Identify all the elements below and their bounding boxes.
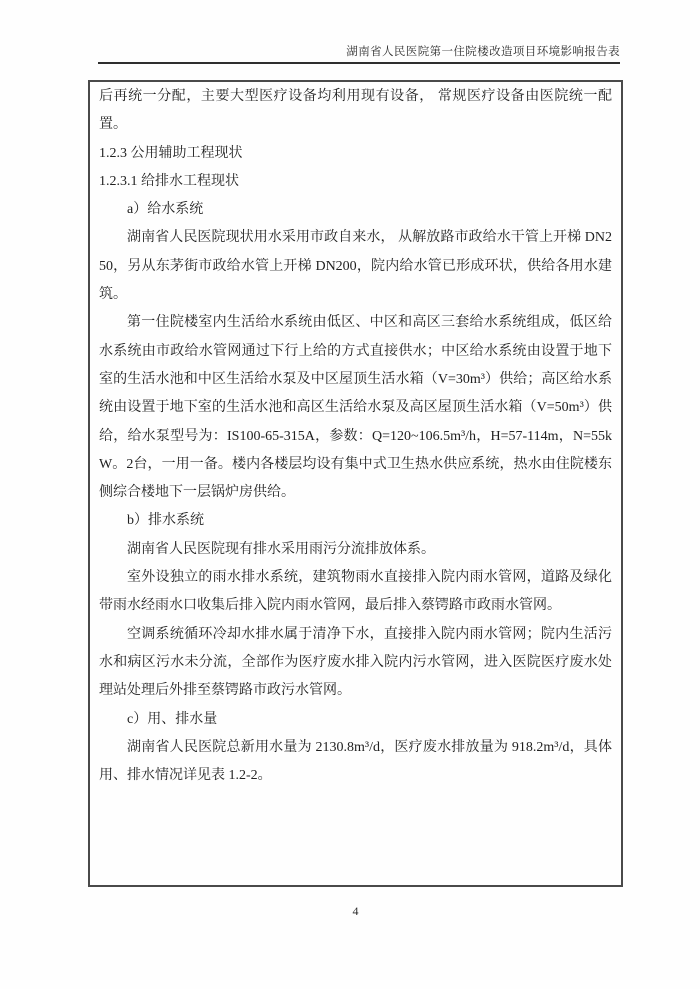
header-rule	[98, 62, 620, 64]
paragraph-cooling-water: 空调系统循环冷却水排水属于清净下水，直接排入院内雨水管网；院内生活污水和病区污水未分流，全部作为医疗废水排入院内污水管网，进入医院医疗废水处理站处理后外排至蔡锷路市政污水管网。	[99, 626, 612, 699]
item-c-water-volume: c）用、排水量	[127, 711, 218, 727]
paragraph-water-quantity: 湖南省人民医院总新用水量为 2130.8m³/d，医疗废水排放量为 918.2m³/d，具体用、排水情况详见表 1.2-2。	[99, 739, 612, 784]
paragraph-rainwater: 室外设独立的雨水排水系统，建筑物雨水直接排入院内雨水管网，道路及绿化带雨水经雨水口收集后排入院内雨水管网，最后排入蔡锷路市政雨水管网。	[99, 570, 612, 614]
paragraph-building-water-system: 第一住院楼室内生活给水系统由低区、中区和高区三套给水系统组成，低区给水系统由市政给水管网通过下行上给的方式直接供水；中区给水系统由设置于地下室的生活水池和中区生活给水泵及中区屋顶生活水箱（V=30m³）供给；高区给水系统由设置于地下室的生活水池和高区生活给水泵及高区屋顶生活水箱（V=50m³）供给，给水泵型号为：IS100-65-315A，参数：Q=120~106.5m³/h，H=57-114m，N=55kW。2台，一用一备。楼内各楼层均设有集中式卫生热水供应系统，热水由住院楼东侧综合楼地下一层锅炉房供给。	[99, 315, 612, 501]
paragraph-drainage-system: 湖南省人民医院现有排水采用雨污分流排放体系。	[127, 541, 435, 557]
heading-1-2-3-1: 1.2.3.1 给排水工程现状	[99, 173, 239, 189]
page-header-title: 湖南省人民医院第一住院楼改造项目环境影响报告表	[346, 46, 620, 58]
content-box	[88, 80, 623, 887]
page-footer	[88, 902, 623, 920]
item-b-drainage: b）排水系统	[127, 513, 204, 529]
item-a-water-supply: a）给水系统	[127, 202, 204, 218]
paragraph-water-source: 湖南省人民医院现状用水采用市政自来水， 从解放路市政给水干管上开梯 DN250，另从东茅街市政给水管上开梯 DN200，院内给水管已形成环状，供给各用水建筑。	[99, 230, 612, 303]
continued-paragraph: 后再统一分配，主要大型医疗设备均利用现有设备， 常规医疗设备由医院统一配置。	[99, 89, 612, 133]
page-number: 4	[352, 904, 359, 918]
heading-1-2-3: 1.2.3 公用辅助工程现状	[99, 145, 243, 161]
